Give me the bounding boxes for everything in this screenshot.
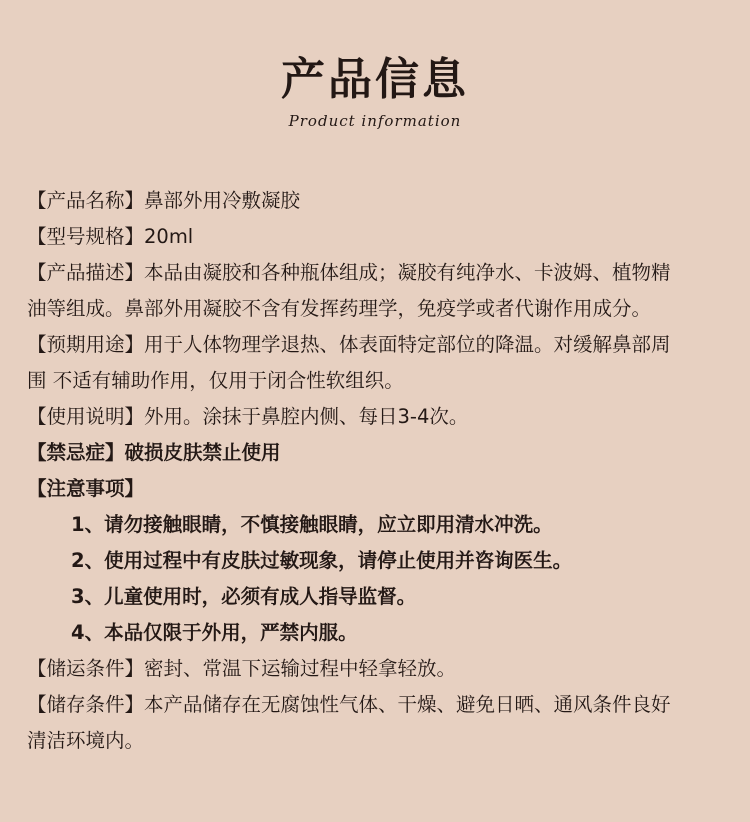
storage-conditions-line-1: 【储存条件】本产品储存在无腐蚀性气体、干燥、避免日晒、通风条件良好 [27, 693, 671, 716]
precaution-item-1: 1、请勿接触眼睛，不慎接触眼睛，应立即用清水冲洗。 [71, 513, 553, 536]
precaution-item-4: 4、本品仅限于外用，严禁内服。 [71, 621, 358, 644]
usage-instructions-line: 【使用说明】外用。涂抹于鼻腔内侧、每日3-4次。 [27, 405, 469, 428]
model-spec-line: 【型号规格】20ml [27, 225, 194, 248]
description-line-1: 【产品描述】本品由凝胶和各种瓶体组成；凝胶有纯净水、卡波姆、植物精 [27, 261, 671, 284]
transport-conditions-line: 【储运条件】密封、常温下运输过程中轻拿轻放。 [27, 657, 457, 680]
precaution-item-2: 2、使用过程中有皮肤过敏现象，请停止使用并咨询医生。 [71, 549, 573, 572]
page-title: 产品信息 [281, 54, 469, 105]
precautions-heading: 【注意事项】 [27, 477, 145, 500]
page-subtitle: Product information [288, 112, 462, 130]
intended-use-line-1: 【预期用途】用于人体物理学退热、体表面特定部位的降温。对缓解鼻部周 [27, 333, 671, 356]
precaution-item-3: 3、儿童使用时，必须有成人指导监督。 [71, 585, 417, 608]
product-name-line: 【产品名称】鼻部外用冷敷凝胶 [27, 189, 301, 212]
intended-use-line-2: 围 不适有辅助作用，仅用于闭合性软组织。 [27, 369, 404, 392]
description-line-2: 油等组成。鼻部外用凝胶不含有发挥药理学，免疫学或者代谢作用成分。 [27, 297, 652, 320]
product-info-content [27, 183, 727, 759]
storage-conditions-line-2: 清洁环境内。 [27, 729, 145, 752]
header [0, 52, 750, 130]
contraindications-line: 【禁忌症】破损皮肤禁止使用 [27, 441, 281, 464]
